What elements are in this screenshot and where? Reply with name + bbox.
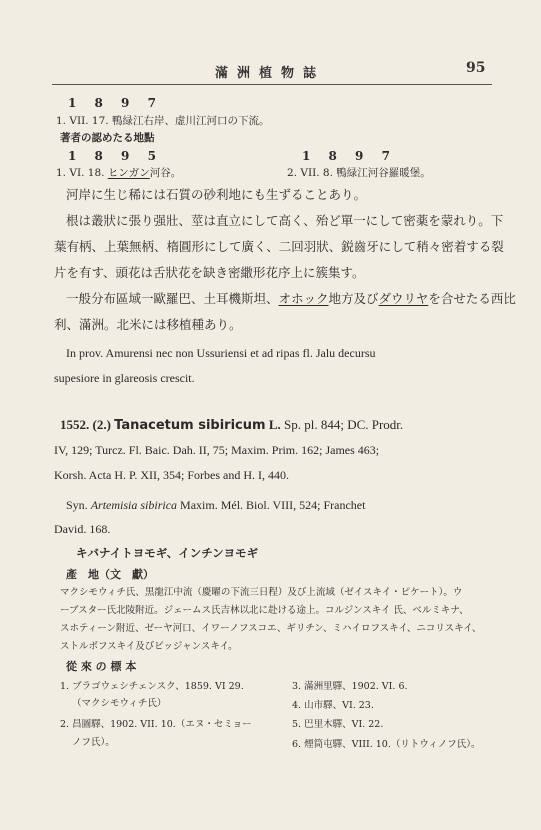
localities-heading: 產 地（文 獻）	[66, 568, 154, 581]
specimen-item: 6. 煙筒屯驛、VIII. 10.（リトウィノフ氏）。	[292, 739, 481, 750]
species-references: Korsh. Acta H. P. XII, 354; Forbes and H. I, 440.	[54, 468, 289, 482]
page-number: 95	[466, 60, 486, 76]
japanese-name: キバナイトヨモギ、インチンヨモギ	[76, 546, 259, 560]
specimen-item: （マクシモウィチ氏）	[72, 698, 167, 709]
latin-text: supesiore in glareosis crescit.	[54, 371, 195, 385]
distribution-paragraph: 一般分布區域一歐羅巴、土耳機斯坦、オホック地方及びダウリヤを合せたる西比	[66, 291, 516, 306]
synonym-line: Syn. Artemisia sibirica Maxim. Mél. Biol. VIII, 524; Franchet	[66, 498, 366, 512]
year-1897: 1 8 9 7	[68, 96, 163, 110]
header-rule	[52, 84, 492, 85]
record-line: 1. VI. 18. ヒンガン河谷。	[56, 167, 182, 179]
locality-line: ストルボフスキイ及びビッジャンスキイ。	[60, 641, 238, 652]
year-1895: 1 8 9 5	[68, 149, 163, 163]
body-paragraph: 根は叢狀に張り强壯、莖は直立にして高く、殆ど單一にして密薬を蒙れり。下	[66, 213, 504, 228]
distribution-paragraph: 利、滿洲。北米には移植種あり。	[54, 317, 242, 332]
specimen-item: ノフ氏）。	[72, 737, 115, 748]
record-line: 2. VII. 8. 鴨緑江河谷羅暖堡。	[287, 167, 431, 179]
latin-text: In prov. Amurensi nec non Ussuriensi et ad ripas fl. Jalu decursu	[66, 346, 376, 360]
locality-line: スホティーン附近、ゼーヤ河口、イワーノフスコエ、ギリチン、ミハイロフスキイ、ニコリスキイ、	[60, 623, 482, 634]
species-references: IV, 129; Turcz. Fl. Baic. Dah. II, 75; Maxim. Prim. 162; James 463;	[54, 443, 380, 457]
specimen-item: 1. ブラゴウェシチェンスク、1859. VI 29.	[60, 681, 244, 692]
record-line: 1. VII. 17. 鴨緑江右岸、虚川江河口の下流。	[56, 115, 270, 127]
body-paragraph: 葉有柄、上葉無柄、楕圓形にして廣く、二回羽狀、鋭齒牙にして稍々密着する裂	[54, 239, 504, 254]
specimen-item: 5. 巴里木驛、VI. 22.	[292, 719, 384, 730]
locality-line: ーブスター氏北陵附近。ジェームス氏吉林以北に赴ける途上。コルジンスキイ 氏、ベルミキナ、	[60, 605, 469, 616]
specimens-heading: 從 來 の 標 本	[66, 660, 137, 673]
year-1897-b: 1 8 9 7	[302, 149, 397, 163]
species-entry: 1552. (2.) Tanacetum sibiricum L. Sp. pl. 844; DC. Prodr.	[60, 417, 404, 433]
specimen-item: 4. 山市驛、VI. 23.	[292, 700, 374, 711]
specimen-item: 3. 滿洲里驛、1902. VI. 6.	[292, 681, 408, 692]
author-localities-heading: 著者の認めたる地點	[60, 132, 155, 144]
synonym-line: David. 168.	[54, 522, 111, 536]
locality-line: マクシモウィチ氏、黒龍江中流（慶曜の下流三日程）及び上流域（ゼイスキイ・ピケート）。ウ	[60, 587, 463, 598]
body-paragraph: 河岸に生じ稀には石質の砂利地にも生ずることあり。	[66, 187, 367, 202]
running-header-title: 滿洲植物誌	[214, 66, 325, 81]
body-paragraph: 片を有す、頭花は舌狀花を缺き密繖形花序上に簇集す。	[54, 265, 365, 280]
specimen-item: 2. 昌圖驛、1902. VII. 10.（エヌ・セミョー	[60, 719, 252, 730]
